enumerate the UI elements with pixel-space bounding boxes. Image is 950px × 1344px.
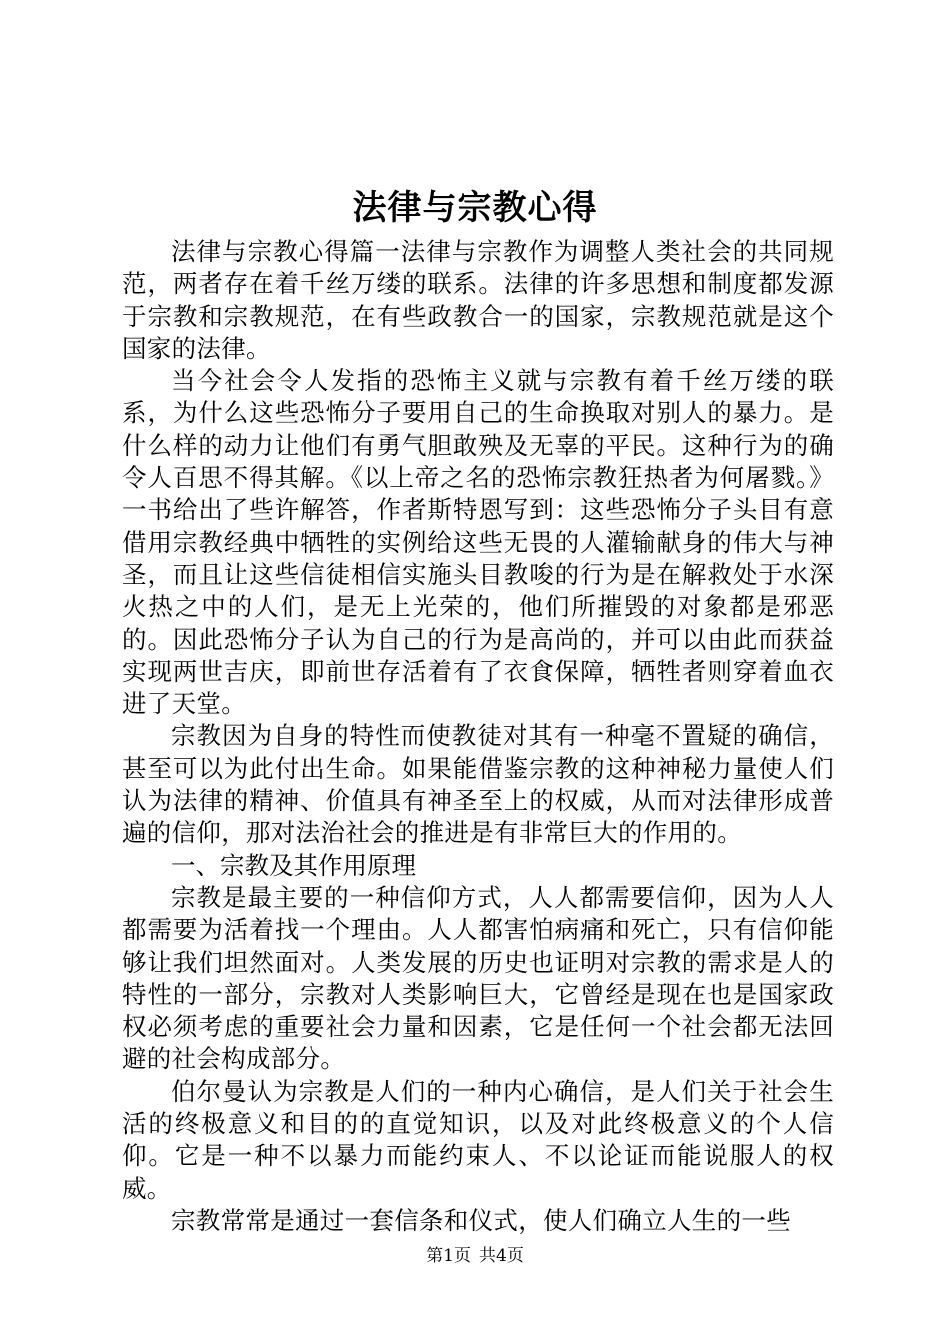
page-footer bbox=[0, 1244, 950, 1268]
document-body bbox=[122, 236, 834, 1237]
page-number: 第1页 bbox=[426, 1246, 471, 1266]
paragraph-5: 伯尔曼认为宗教是人们的一种内心确信，是人们关于社会生活的终极意义和目的的直觉知识，以及对此终极意义的个人信仰。它是一种不以暴力而能约束人、不以论证而能说服人的权威。 bbox=[122, 1076, 834, 1203]
document-title: 法律与宗教心得 bbox=[352, 188, 598, 228]
page-total: 共4页 bbox=[479, 1246, 524, 1266]
section-heading: 一、宗教及其作用原理 bbox=[171, 850, 416, 880]
paragraph-4: 宗教是最主要的一种信仰方式，人人都需要信仰，因为人人都需要为活着找一个理由。人人都害怕病痛和死亡，只有信仰能够让我们坦然面对。人类发展的历史也证明对宗教的需求是人的特性的一部分，宗教对人类影响巨大，它曾经是现在也是国家政权必须考虑的重要社会力量和因素，它是任何一个社会都无法回避的社会构成部分。 bbox=[122, 882, 834, 1074]
paragraph-6: 宗教常常是通过一套信条和仪式，使人们确立人生的一些 bbox=[171, 1205, 791, 1235]
paragraph-1: 法律与宗教心得篇一法律与宗教作为调整人类社会的共同规范，两者存在着千丝万缕的联系。法律的许多思想和制度都发源于宗教和宗教规范，在有些政教合一的国家，宗教规范就是这个国家的法律。 bbox=[122, 237, 834, 363]
paragraph-2: 当今社会令人发指的恐怖主义就与宗教有着千丝万缕的联系，为什么这些恐怖分子要用自己的生命换取对别人的暴力。是什么样的动力让他们有勇气胆敢殃及无辜的平民。这种行为的确令人百思不得其解。《以上帝之名的恐怖宗教狂热者为何屠戮。》一书给出了些许解答，作者斯特恩写到：这些恐怖分子头目有意借用宗教经典中牺牲的实例给这些无畏的人灌输献身的伟大与神圣，而且让这些信徒相信实施头目教唆的行为是在解救处于水深火热之中的人们，是无上光荣的，他们所摧毁的对象都是邪恶的。因此恐怖分子认为自己的行为是高尚的，并可以由此而获益实现两世吉庆，即前世存活着有了衣食保障，牺牲者则穿着血衣进了天堂。 bbox=[122, 366, 834, 719]
paragraph-3: 宗教因为自身的特性而使教徒对其有一种毫不置疑的确信，甚至可以为此付出生命。如果能借鉴宗教的这种神秘力量使人们认为法律的精神、价值具有神圣至上的权威，从而对法律形成普遍的信仰，那对法治社会的推进是有非常巨大的作用的。 bbox=[122, 721, 834, 848]
